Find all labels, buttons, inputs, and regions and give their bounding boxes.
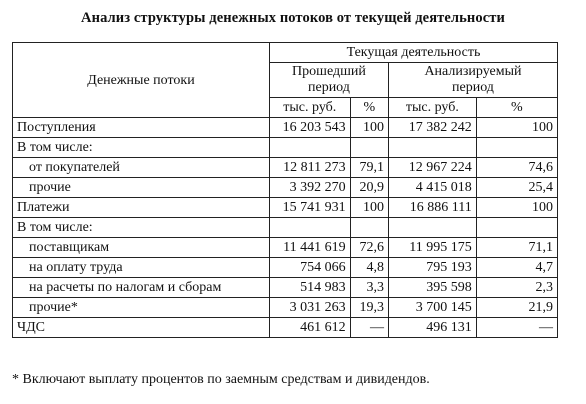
prev-period-percent: 19,3: [350, 298, 388, 318]
prev-period-value: 12 811 273: [269, 158, 350, 178]
curr-period-percent: 4,7: [476, 258, 557, 278]
curr-period-value: [388, 218, 476, 238]
prev-period-percent: 100: [350, 118, 388, 138]
prev-period-value: [269, 138, 350, 158]
curr-period-value: 17 382 242: [388, 118, 476, 138]
table-row: [13, 118, 558, 138]
footnote: * Включают выплату процентов по заемным средствам и дивидендов.: [12, 372, 430, 387]
prev-period-percent: —: [350, 318, 388, 338]
prev-period-percent: 20,9: [350, 178, 388, 198]
activity-group-header: Текущая деятельность: [269, 43, 557, 63]
row-label: ЧДС: [13, 318, 270, 338]
curr-period-value: 16 886 111: [388, 198, 476, 218]
curr-period-value: 12 967 224: [388, 158, 476, 178]
prev-period-percent: 100: [350, 198, 388, 218]
curr-period-value: 11 995 175: [388, 238, 476, 258]
table-row: [13, 158, 558, 178]
curr-period-value: 496 131: [388, 318, 476, 338]
curr-period-value: 4 415 018: [388, 178, 476, 198]
curr-period-value: 3 700 145: [388, 298, 476, 318]
curr-unit-money: тыс. руб.: [388, 98, 476, 118]
prev-period-percent: [350, 138, 388, 158]
table-title: Анализ структуры денежных потоков от текущей деятельности: [81, 10, 505, 26]
prev-period-value: 16 203 543: [269, 118, 350, 138]
curr-period-percent: 2,3: [476, 278, 557, 298]
table-row: [13, 318, 558, 338]
curr-period-percent: 71,1: [476, 238, 557, 258]
prev-unit-pct: %: [350, 98, 388, 118]
curr-period-value: 795 193: [388, 258, 476, 278]
prev-period-percent: 4,8: [350, 258, 388, 278]
row-label: прочие: [13, 178, 270, 198]
table-row: [13, 298, 558, 318]
row-label: на расчеты по налогам и сборам: [13, 278, 270, 298]
prev-period-value: [269, 218, 350, 238]
row-label: поставщикам: [13, 238, 270, 258]
curr-period-percent: 74,6: [476, 158, 557, 178]
curr-period-percent: 100: [476, 118, 557, 138]
prev-period-percent: 79,1: [350, 158, 388, 178]
row-label: на оплату труда: [13, 258, 270, 278]
curr-period-percent: [476, 138, 557, 158]
prev-period-percent: 72,6: [350, 238, 388, 258]
prev-period-value: 754 066: [269, 258, 350, 278]
row-label: прочие*: [13, 298, 270, 318]
row-label-header: Денежные потоки: [13, 43, 270, 118]
prev-period-value: 11 441 619: [269, 238, 350, 258]
prev-period-value: 461 612: [269, 318, 350, 338]
table-row: [13, 278, 558, 298]
row-label: В том числе:: [13, 138, 270, 158]
prev-period-value: 3 392 270: [269, 178, 350, 198]
curr-period-percent: 100: [476, 198, 557, 218]
curr-period-percent: 25,4: [476, 178, 557, 198]
prev-period-value: 3 031 263: [269, 298, 350, 318]
table-row: [13, 218, 558, 238]
curr-period-header: Анализируемый период: [388, 63, 557, 98]
table-row: [13, 238, 558, 258]
prev-period-percent: [350, 218, 388, 238]
prev-period-value: 15 741 931: [269, 198, 350, 218]
prev-period-value: 514 983: [269, 278, 350, 298]
prev-unit-money: тыс. руб.: [269, 98, 350, 118]
table-row: [13, 198, 558, 218]
table-row: [13, 258, 558, 278]
row-label: Платежи: [13, 198, 270, 218]
curr-period-percent: —: [476, 318, 557, 338]
curr-unit-pct: %: [476, 98, 557, 118]
row-label: В том числе:: [13, 218, 270, 238]
row-label: от покупателей: [13, 158, 270, 178]
prev-period-header: Прошедший период: [269, 63, 388, 98]
curr-period-percent: 21,9: [476, 298, 557, 318]
table-row: [13, 178, 558, 198]
curr-period-value: [388, 138, 476, 158]
cash-flow-table: [12, 42, 558, 338]
prev-period-percent: 3,3: [350, 278, 388, 298]
curr-period-percent: [476, 218, 557, 238]
table-row: [13, 138, 558, 158]
curr-period-value: 395 598: [388, 278, 476, 298]
row-label: Поступления: [13, 118, 270, 138]
